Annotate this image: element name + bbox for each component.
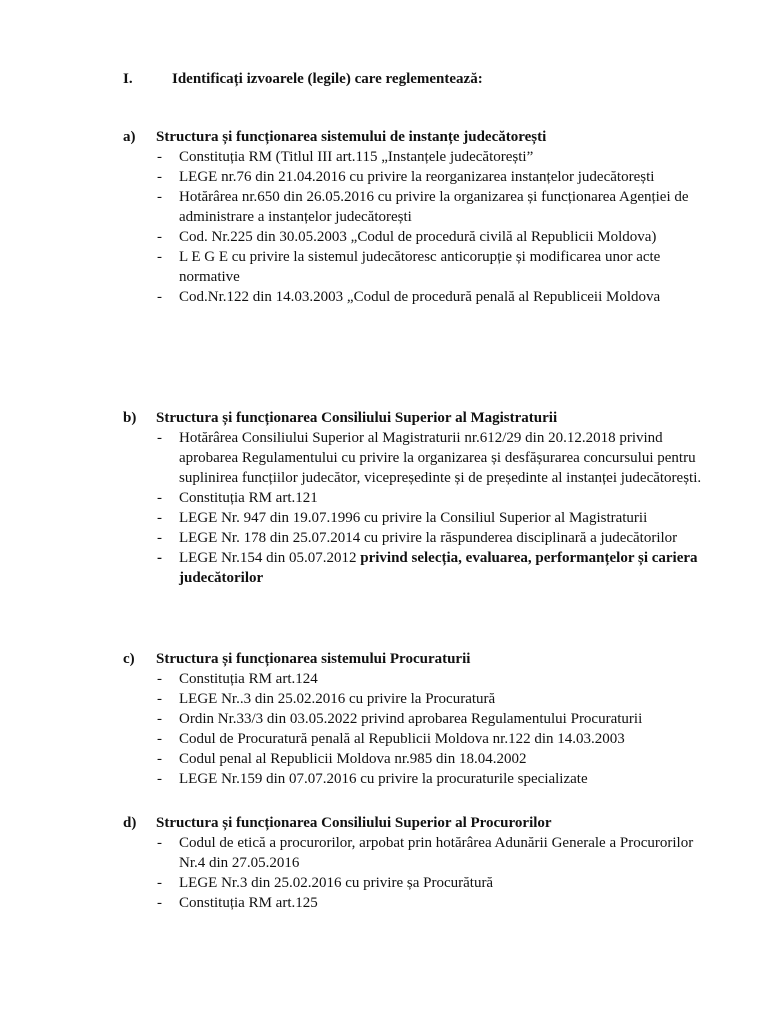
dash-bullet: - — [157, 875, 162, 891]
list-item — [123, 227, 709, 247]
dash-bullet: - — [157, 751, 162, 767]
heading-number: I. — [123, 71, 133, 87]
section-title — [123, 813, 723, 833]
dash-bullet: - — [157, 671, 162, 687]
section-b — [123, 408, 723, 588]
section-title-text: Structura și funcționarea Consiliului Superior al Procurorilor — [156, 815, 552, 831]
dash-bullet: - — [157, 530, 162, 546]
list-item — [123, 709, 709, 729]
dash-bullet: - — [157, 550, 162, 566]
item-text: LEGE Nr..3 din 25.02.2016 cu privire la Procuratură — [179, 691, 496, 707]
item-text: L E G E cu privire la sistemul judecătoresc anticorupție și modificarea unor acte normative — [179, 249, 661, 285]
dash-bullet: - — [157, 289, 162, 305]
section-letter: b) — [123, 410, 137, 426]
section-letter: d) — [123, 815, 137, 831]
item-text: LEGE Nr.3 din 25.02.2016 cu privire șa Procurătură — [179, 875, 494, 891]
item-text: LEGE Nr.154 din 05.07.2012 — [179, 550, 361, 566]
dash-bullet: - — [157, 510, 162, 526]
list-item — [123, 147, 709, 167]
dash-bullet: - — [157, 895, 162, 911]
list-item — [123, 833, 709, 873]
section-c — [123, 649, 723, 789]
item-text: LEGE Nr.159 din 07.07.2016 cu privire la procuraturile specializate — [179, 771, 588, 787]
section-title-text: Structura și funcționarea sistemului Procuraturii — [156, 651, 471, 667]
section-letter: c) — [123, 651, 135, 667]
section-list — [123, 428, 723, 588]
main-heading — [123, 69, 483, 89]
item-text: Constituția RM art.125 — [179, 895, 318, 911]
list-item — [123, 689, 709, 709]
list-item — [123, 167, 709, 187]
item-text: Codul de Procuratură penală al Republicii Moldova nr.122 din 14.03.2003 — [179, 731, 625, 747]
list-item — [123, 548, 709, 588]
section-title — [123, 408, 723, 428]
item-text: Constituția RM (Titlul III art.115 „Instanțele judecătorești” — [179, 149, 534, 165]
dash-bullet: - — [157, 691, 162, 707]
section-letter: a) — [123, 129, 136, 145]
dash-bullet: - — [157, 430, 162, 446]
dash-bullet: - — [157, 249, 162, 265]
dash-bullet: - — [157, 169, 162, 185]
list-item — [123, 508, 709, 528]
section-d — [123, 813, 723, 913]
list-item — [123, 528, 709, 548]
section-title — [123, 127, 723, 147]
section-list — [123, 669, 723, 789]
dash-bullet: - — [157, 490, 162, 506]
item-text: Constituția RM art.124 — [179, 671, 318, 687]
item-text: LEGE Nr. 178 din 25.07.2014 cu privire la răspunderea disciplinară a judecătorilor — [179, 530, 678, 546]
dash-bullet: - — [157, 149, 162, 165]
item-text: Codul penal al Republicii Moldova nr.985 din 18.04.2002 — [179, 751, 527, 767]
list-item — [123, 873, 709, 893]
heading-text: Identificați izvoarele (legile) care reglementează: — [172, 71, 483, 87]
list-item — [123, 247, 709, 287]
list-item — [123, 428, 709, 488]
section-list — [123, 833, 723, 913]
section-title-text: Structura și funcționarea Consiliului Superior al Magistraturii — [156, 410, 558, 426]
list-item — [123, 749, 709, 769]
list-item — [123, 893, 709, 913]
section-title — [123, 649, 723, 669]
list-item — [123, 287, 709, 307]
section-a — [123, 127, 723, 307]
dash-bullet: - — [157, 711, 162, 727]
section-list — [123, 147, 723, 307]
dash-bullet: - — [157, 771, 162, 787]
list-item — [123, 729, 709, 749]
list-item — [123, 488, 709, 508]
item-text: Hotărârea Consiliului Superior al Magistraturii nr.612/29 din 20.12.2018 privind aprobarea Regulamentului cu privire la organizarea și desfășurarea concursului pentru suplinirea funcțiilor judecător, vicepreședinte și de președinte al instanței judecătorești. — [179, 430, 702, 486]
list-item — [123, 669, 709, 689]
item-text: Codul de etică a procurorilor, arpobat prin hotărârea Adunării Generale a Procurorilor Nr.4 din 27.05.2016 — [179, 835, 694, 871]
dash-bullet: - — [157, 835, 162, 851]
dash-bullet: - — [157, 731, 162, 747]
list-item — [123, 187, 709, 227]
list-item — [123, 769, 709, 789]
section-title-text: Structura și funcționarea sistemului de instanțe judecătorești — [156, 129, 547, 145]
dash-bullet: - — [157, 229, 162, 245]
item-text: Ordin Nr.33/3 din 03.05.2022 privind aprobarea Regulamentului Procuraturii — [179, 711, 643, 727]
item-text: Cod.Nr.122 din 14.03.2003 „Codul de procedură penală al Republiceii Moldova — [179, 289, 661, 305]
item-text: Constituția RM art.121 — [179, 490, 318, 506]
item-text: Cod. Nr.225 din 30.05.2003 „Codul de procedură civilă al Republicii Moldova) — [179, 229, 657, 245]
item-text: LEGE nr.76 din 21.04.2016 cu privire la reorganizarea instanțelor judecătorești — [179, 169, 655, 185]
item-text-bold: privind selecția, evaluarea, performanțelor și cariera judecătorilor — [179, 550, 698, 586]
item-text: LEGE Nr. 947 din 19.07.1996 cu privire la Consiliul Superior al Magistraturii — [179, 510, 648, 526]
dash-bullet: - — [157, 189, 162, 205]
item-text: Hotărârea nr.650 din 26.05.2016 cu privire la organizarea și funcționarea Agenției de administrare a instanțelor judecătorești — [179, 189, 689, 225]
